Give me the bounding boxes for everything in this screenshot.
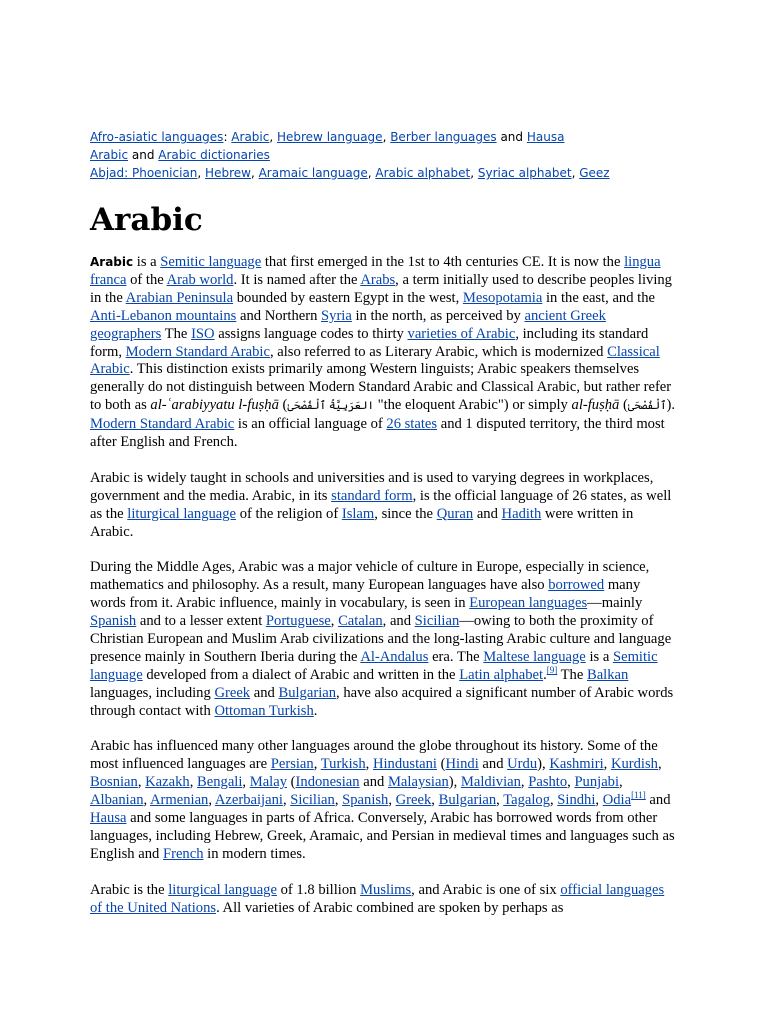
link-hadith[interactable]: Hadith (501, 505, 542, 522)
link-syria[interactable]: Syria (321, 307, 352, 324)
link-hebrew-language[interactable]: Hebrew language (276, 130, 383, 144)
link-arabs[interactable]: Arabs (360, 271, 396, 288)
paragraph-influence: Arabic has influenced many other languages around the globe throughout its history. Some of the most influenced languages are Persian, Turkish, Hindustani (Hindi and Urdu), Kashmiri, Kurdish, Bosnian, Kazakh, Bengali, Malay (Indonesian and Malaysian), Maldivian, Pashto, Punjabi, Albanian, Armenian, Azerbaijani, Sicilian, Spanish, Greek, Bulgarian, Tagalog, Sindhi, Odia[11] and Hausa and some languages in parts of Africa. Conversely, Arabic has borrowed words from other languages, including Hebrew, Greek, Aramaic, and Persian in medieval times and languages such as English and French in modern times. (90, 738, 675, 862)
link-spanish[interactable]: Spanish (90, 613, 137, 630)
link-armenian[interactable]: Armenian (150, 792, 209, 809)
category-links (90, 128, 678, 182)
link-bengali[interactable]: Bengali (197, 774, 243, 791)
link-azerbaijani[interactable]: Azerbaijani (214, 792, 283, 809)
transliteration: al-ʿarabiyyatu l-fuṣḥā (150, 397, 279, 414)
link-anti-lebanon[interactable]: Anti-Lebanon mountains (90, 307, 237, 324)
link-maldivian[interactable]: Maldivian (460, 774, 521, 791)
nav-line-abjad: Abjad: Phoenician, Hebrew, Aramaic language, Arabic alphabet, Syriac alphabet, Geez (90, 166, 610, 180)
citation-11[interactable]: [11] (631, 790, 646, 801)
link-afroasiatic[interactable]: Afro-asiatic languages (90, 130, 224, 144)
link-syriac-alphabet[interactable]: Syriac alphabet (477, 166, 572, 180)
link-arab-world[interactable]: Arab world (166, 271, 234, 288)
link-quran[interactable]: Quran (436, 505, 474, 522)
link-26-states[interactable]: 26 states (386, 416, 438, 433)
link-portuguese[interactable]: Portuguese (265, 613, 331, 630)
link-hausa[interactable]: Hausa (526, 130, 565, 144)
link-semitic-language-2[interactable]: Semitic language (90, 648, 658, 683)
link-sicilian[interactable]: Sicilian (290, 792, 335, 809)
link-mesopotamia[interactable]: Mesopotamia (462, 289, 543, 306)
link-varieties-of-arabic[interactable]: varieties of Arabic (407, 325, 516, 342)
link-arabic-2[interactable]: Arabic (90, 148, 129, 162)
link-liturgical-language-2[interactable]: liturgical language (168, 881, 277, 898)
link-pashto[interactable]: Pashto (528, 774, 568, 791)
arabic-script: العَرَبِيَّةُ ٱلْفُصْحَىٰ (287, 400, 374, 413)
paragraph-education: Arabic is widely taught in schools and universities and is used to varying degrees in workplaces, government and the media. Arabic, in its standard form, is the official language of 26 states, as well as the liturgical language of the religion of Islam, since the Quran and Hadith were written in Arabic. (90, 469, 672, 540)
link-arabic-alphabet[interactable]: Arabic alphabet (375, 166, 471, 180)
link-modern-standard-arabic-2[interactable]: Modern Standard Arabic (90, 416, 235, 433)
link-bulgarian[interactable]: Bulgarian (438, 792, 497, 809)
article (90, 128, 678, 935)
link-lingua-franca[interactable]: lingua franca (90, 254, 661, 288)
link-punjabi[interactable]: Punjabi (574, 774, 620, 791)
link-persian[interactable]: Persian (270, 756, 314, 773)
link-indonesian[interactable]: Indonesian (295, 774, 360, 791)
lead-term: Arabic (90, 255, 134, 269)
arabic-script-short: ٱلْفُصْحَىٰ (627, 400, 667, 413)
link-standard-form[interactable]: standard form (331, 487, 413, 504)
link-muslims[interactable]: Muslims (360, 881, 412, 898)
link-tagalog[interactable]: Tagalog (503, 792, 550, 809)
link-classical-arabic[interactable]: Classical Arabic (90, 343, 660, 378)
link-kazakh[interactable]: Kazakh (145, 774, 190, 791)
link-berber[interactable]: Berber languages (390, 130, 497, 144)
paragraph-middle-ages: During the Middle Ages, Arabic was a major vehicle of culture in Europe, especially in science, mathematics and philosophy. As a result, many European languages have also borrowed many words from it. Arabic influence, mainly in vocabulary, is seen in European languages—mainly Spanish and to a lesser extent Portuguese, Catalan, and Sicilian—owing to both the proximity of Christian European and Muslim Arab civilizations and the long-lasting Arabic culture and language presence mainly in Southern Iberia during the Al-Andalus era. The Maltese language is a Semitic language developed from a dialect of Arabic and written in the Latin alphabet.[9] The Balkan languages, including Greek and Bulgarian, have also acquired a significant number of Arabic words through contact with Ottoman Turkish. (90, 559, 674, 719)
link-latin-alphabet[interactable]: Latin alphabet (459, 666, 544, 683)
link-semitic-language[interactable]: Semitic language (160, 254, 262, 270)
paragraph-intro: Arabic is a Semitic language that first emerged in the 1st to 4th centuries CE. It is now the lingua franca of the Arab world. It is named after the Arabs, a term initially used to describe peoples living in the Arabian Peninsula bounded by eastern Egypt in the west, Mesopotamia in the east, and the Anti-Lebanon mountains and Northern Syria in the north, as perceived by ancient Greek geographers The ISO assigns language codes to thirty varieties of Arabic, including its standard form, Modern Standard Arabic, also referred to as Literary Arabic, which is modernized Classical Arabic. This distinction exists primarily among Western linguists; Arabic speakers themselves generally do not distinguish between Modern Standard Arabic and Classical Arabic, but rather refer to both as al-ʿarabiyyatu l-fuṣḥā (العَرَبِيَّةُ ٱلْفُصْحَىٰ "the eloquent Arabic") or simply al-fuṣḥā (ٱلْفُصْحَىٰ). Modern Standard Arabic is an official language of 26 states and 1 disputed territory, the third most after English and French. (90, 254, 676, 451)
link-catalan[interactable]: Catalan (338, 613, 383, 630)
link-ottoman-turkish[interactable]: Ottoman Turkish (214, 702, 314, 719)
link-balkan[interactable]: Balkan (586, 666, 629, 683)
link-arabic-dictionaries[interactable]: Arabic dictionaries (158, 148, 270, 162)
transliteration-short: al-fuṣḥā (571, 397, 620, 414)
link-borrowed[interactable]: borrowed (548, 577, 605, 594)
link-turkish[interactable]: Turkish (320, 756, 366, 773)
link-abjad[interactable]: Abjad: (90, 166, 132, 180)
link-liturgical-language[interactable]: liturgical language (127, 505, 237, 522)
link-european-languages[interactable]: European languages (469, 595, 588, 612)
paragraph-liturgical: Arabic is the liturgical language of 1.8 billion Muslims, and Arabic is one of six official languages of the United Nations. All varieties of Arabic combined are spoken by perhaps as (90, 881, 665, 916)
link-urdu[interactable]: Urdu (507, 756, 538, 773)
link-sindhi[interactable]: Sindhi (557, 792, 596, 809)
link-malaysian[interactable]: Malaysian (387, 774, 449, 791)
citation-9[interactable]: [9] (546, 664, 558, 675)
link-bosnian[interactable]: Bosnian (90, 774, 138, 791)
link-arabian-peninsula[interactable]: Arabian Peninsula (125, 289, 234, 306)
page-title: Arabic (90, 202, 203, 238)
link-maltese-language[interactable]: Maltese language (483, 648, 586, 665)
link-sicilian[interactable]: Sicilian (414, 613, 460, 630)
link-geez[interactable]: Geez (579, 166, 610, 180)
link-al-andalus[interactable]: Al-Andalus (360, 648, 429, 665)
link-aramaic[interactable]: Aramaic language (258, 166, 368, 180)
link-iso[interactable]: ISO (191, 325, 215, 342)
influenced-languages-list: Persian, Turkish, Hindustani (Hindi and Urdu), Kashmiri, Kurdish, Bosnian, Kazakh, Bengali, Malay (Indonesian and Malaysian), Maldivian, Pashto, Punjabi, Albanian, Armenian, Azerbaijani, Sicilian, Spanish, Greek, Bulgarian, Tagalog, Sindhi, Odia (90, 756, 662, 809)
link-phoenician[interactable]: Phoenician (132, 166, 198, 180)
link-islam[interactable]: Islam (341, 505, 375, 522)
link-hausa-2[interactable]: Hausa (90, 810, 127, 827)
link-kurdish[interactable]: Kurdish (610, 756, 658, 773)
link-albanian[interactable]: Albanian (90, 792, 144, 809)
link-malay[interactable]: Malay (249, 774, 288, 791)
link-odia[interactable]: Odia (602, 792, 632, 809)
link-hebrew[interactable]: Hebrew (205, 166, 251, 180)
link-official-un-languages[interactable]: official languages of the United Nations (90, 881, 665, 916)
nav-line-language-family: Afro-asiatic languages: Arabic, Hebrew language, Berber languages and Hausa (90, 130, 565, 144)
link-arabic[interactable]: Arabic (231, 130, 270, 144)
link-spanish[interactable]: Spanish (342, 792, 389, 809)
link-kashmiri[interactable]: Kashmiri (549, 756, 604, 773)
link-greek[interactable]: Greek (395, 792, 432, 809)
link-modern-standard-arabic[interactable]: Modern Standard Arabic (125, 343, 270, 360)
link-hindustani[interactable]: Hindustani (372, 756, 437, 773)
link-greek[interactable]: Greek (214, 684, 251, 701)
link-ancient-greek-geographers[interactable]: ancient Greek geographers (90, 307, 606, 342)
nav-line-dictionaries: Arabic and Arabic dictionaries (90, 148, 270, 162)
link-french[interactable]: French (162, 845, 204, 862)
link-hindi[interactable]: Hindi (445, 756, 479, 773)
link-bulgarian[interactable]: Bulgarian (278, 684, 337, 701)
